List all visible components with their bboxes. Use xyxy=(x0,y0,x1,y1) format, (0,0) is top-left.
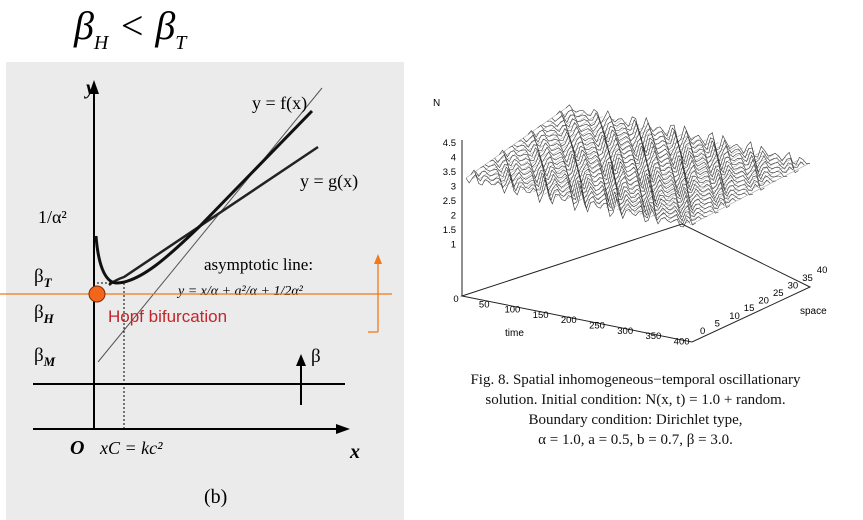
beta-m-label: $\beta_M$ xyxy=(34,345,56,369)
time-tick-label: 400 xyxy=(673,336,690,348)
beta-symbol-2: β xyxy=(155,3,176,48)
z-tick-label: 3.5 xyxy=(442,167,456,178)
time-tick-label: 50 xyxy=(478,299,490,311)
asymptote-title: asymptotic line: xyxy=(204,255,314,274)
z-tick-label: 4.5 xyxy=(442,138,456,149)
surface-line xyxy=(471,170,696,225)
z-axis-label: N xyxy=(433,98,441,109)
space-tick-label: 20 xyxy=(758,295,769,307)
beta-t-label: $\beta_T$ xyxy=(34,266,52,290)
space-axis-label: space xyxy=(800,306,827,317)
curve-g-label: y = g(x) xyxy=(300,171,359,191)
space-tick-label: 25 xyxy=(773,288,784,299)
surface-gridline xyxy=(679,160,798,222)
inverse-alpha-squared-label: 1/α² xyxy=(38,207,67,227)
less-than-operator: < xyxy=(118,3,146,48)
beta-symbol: β xyxy=(74,3,94,48)
figure-caption xyxy=(408,370,863,450)
surface-gridline xyxy=(684,162,804,224)
xc-label: xC = kc² xyxy=(100,438,163,458)
hopf-bifurcation-label: Hopf bifurcation xyxy=(108,307,228,326)
time-tick-label: 150 xyxy=(532,309,549,321)
surface-mesh xyxy=(466,105,810,227)
surface-gridline xyxy=(466,108,566,178)
z-tick-label: 1 xyxy=(450,239,456,251)
curve-f-label: y = f(x) xyxy=(252,93,308,113)
time-tick-label: 200 xyxy=(560,315,577,327)
z-tick-label: 4 xyxy=(450,152,456,164)
beta-arrow-label: β xyxy=(311,346,321,367)
caption-line-4: α = 1.0, a = 0.5, b = 0.7, β = 3.0. xyxy=(538,432,733,448)
space-tick-label: 0 xyxy=(700,326,706,337)
space-tick-label: 15 xyxy=(743,303,755,315)
space-tick-label: 35 xyxy=(802,272,813,284)
z-tick-label: 2 xyxy=(450,210,456,222)
z-tick-labels xyxy=(443,138,456,251)
surface-gridline xyxy=(488,114,590,183)
time-tick-label: 350 xyxy=(645,331,662,343)
panel-label: (b) xyxy=(204,486,228,508)
caption-line-3: Boundary condition: Dirichlet type, xyxy=(528,412,743,428)
space-tick-label: 5 xyxy=(714,318,720,330)
surface-gridline xyxy=(511,119,615,187)
time-axis-label: time xyxy=(505,328,524,339)
surface-gridline xyxy=(561,131,670,198)
caption-line-2: solution. Initial condition: N(x, t) = 1.0 + random. xyxy=(485,392,786,408)
space-tick-label: 10 xyxy=(729,310,740,322)
origin-label: O xyxy=(70,437,85,459)
space-tick-label: 40 xyxy=(816,265,828,277)
time-tick-label: 250 xyxy=(589,320,605,332)
x-axis-label: x xyxy=(350,441,360,463)
surface-gridline xyxy=(544,127,651,194)
z-tick-label: 1.5 xyxy=(442,225,456,236)
asymptote-equation: y = x/α + a²/α + 1/2α² xyxy=(178,284,303,299)
time-tick-label: 0 xyxy=(453,294,459,305)
surface-gridline xyxy=(522,122,627,190)
time-tick-label: 100 xyxy=(504,304,521,316)
space-tick-label: 30 xyxy=(787,280,799,292)
space-tick-labels xyxy=(700,265,827,337)
beta-h-label: $\beta_H$ xyxy=(34,302,54,326)
z-tick-label: 3 xyxy=(450,181,456,193)
subscript-h: H xyxy=(93,32,109,54)
subscript-t: T xyxy=(175,32,187,54)
time-tick-label: 300 xyxy=(617,325,634,337)
caption-line-1: Fig. 8. Spatial inhomogeneous−temporal oscillationary xyxy=(470,372,801,388)
y-axis-label: y xyxy=(86,77,95,99)
surface-gridline xyxy=(673,159,792,222)
time-tick-labels xyxy=(453,294,689,347)
z-tick-label: 2.5 xyxy=(442,196,456,207)
base-plane xyxy=(462,224,810,342)
